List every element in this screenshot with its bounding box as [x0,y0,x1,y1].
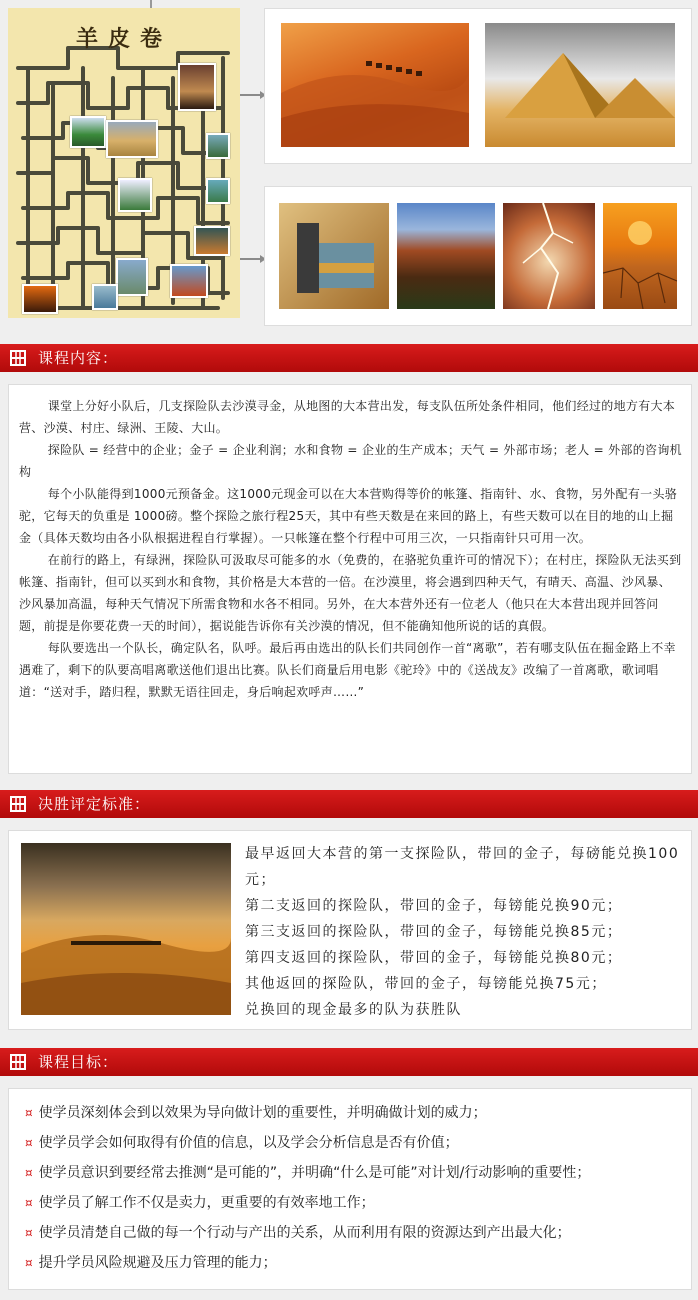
criteria-list [245,841,685,1023]
base-camp-thumbnail [22,284,58,314]
goals-box [8,1088,692,1290]
bullet-icon: ¤ [25,1196,33,1210]
content-paragraph: 在前行的路上，有绿洲，探险队可汲取尽可能多的水（免费的，在骆驼负重许可的情况下）；在村庄，探险队无法买到帐篷、指南针，但可以买到水和食物，其价格是大本营的一倍。在沙漠里，将会遇到四种天气，有晴天、高温、沙风暴、沙风暴加高温，每种天气情况下所需食物和水各不相同。另外，在大本营外还有一位老人（他只在大本营出现并回答问题，前提是你要花费一天的时间），据说能告诉你有关沙漠的情况，但不能确知他所说的话的真假。 [19,553,682,633]
cracked-earth-photo [603,203,677,309]
section-title: 课程内容： [38,349,119,367]
tree-thumbnail [206,133,230,159]
content-paragraph: 每个小队能得到1000元预备金。这1000元现金可以在大本营购得等价的帐篷、指南针、水、食物，另外配有一头骆驼，它每天的负重是 1000磅。整个探险之旅行程25天，其中有些天数是在来回的路上，有些天数可以在目的地的山上掘金（具体天数均由各小队根据进程自行掌握）。一只帐篷在整个行程中可用三次，一只指南针只可用一次。 [19,487,678,545]
desert-caravan-photo [281,23,469,147]
goal-item: ¤ 使学员清楚自己做的每一个行动与产出的关系，从而利用有限的资源达到产出最大化； [25,1225,571,1241]
waterfall-thumbnail [118,178,152,212]
bullet-icon: ¤ [25,1256,33,1270]
section-title: 课程目标： [38,1053,119,1071]
lightning-storm-photo [503,203,595,309]
map-title: 羊皮卷 [75,26,172,52]
section-header-content [0,344,698,372]
section-header-criteria [0,790,698,818]
pyramids-photo [485,23,675,147]
content-box [8,384,692,774]
treasure-map [8,8,240,318]
egyptian-mural-photo [279,203,389,309]
bullet-icon: ¤ [25,1136,33,1150]
oasis-thumbnail [70,116,106,148]
sunset-thumbnail [194,226,230,256]
bullet-icon: ¤ [25,1226,33,1240]
grid-field-icon [10,1054,26,1070]
content-paragraph: 每队要选出一个队长，确定队名，队呼。最后再由选出的队长们共同创作一首“离歌”，若有哪支队伍在掘金路上不幸遇难了，剩下的队要高唱离歌送他们退出比赛。队长们商量后用电影《驼玲》中的《送战友》改编了一首离歌，歌词唱道：“送对手，踏归程，默默无语往回走，身后响起欢呼声……” [19,641,676,699]
grid-field-icon [10,350,26,366]
scenery-panel-hazards [264,186,692,326]
criteria-item: 第二支返回的探险队，带回的金子，每镑能兑换90元； [245,898,623,914]
content-text [19,395,683,703]
goal-item: ¤ 提升学员风险规避及压力管理的能力； [25,1255,277,1271]
scenery-panel-desert [264,8,692,164]
red-rock-photo [397,203,495,309]
castle-thumbnail [116,258,148,296]
criteria-item: 第三支返回的探险队，带回的金子，每镑能兑换85元； [245,924,623,940]
criteria-item: 兑换回的现金最多的队为获胜队 [245,1002,462,1018]
goal-item: ¤ 使学员学会如何取得有价值的信息，以及学会分析信息是否有价值； [25,1135,459,1151]
criteria-box [8,830,692,1030]
village-thumbnail [206,178,230,204]
sunrise-thumbnail [170,264,208,298]
goal-item: ¤ 使学员意识到要经常去推测“是可能的”，并明确“什么是可能”对计划/行动影响的重要性； [25,1165,591,1181]
content-paragraph: 探险队 = 经营中的企业；金子 = 企业利润；水和食物 = 企业的生产成本；天气 = 外部市场；老人 = 外部的咨询机构 [19,443,682,479]
content-paragraph: 课堂上分好小队后，几支探险队去沙漠寻金，从地图的大本营出发，每支队伍所处条件相同，他们经过的地方有大本营、沙漠、村庄、绿洲、王陵、大山。 [19,399,676,435]
top-connector-line [150,0,152,8]
criteria-item: 第四支返回的探险队，带回的金子，每镑能兑换80元； [245,950,623,966]
goal-item: ¤ 使学员了解工作不仅是卖力，更重要的有效率地工作； [25,1195,375,1211]
goal-item: ¤ 使学员深刻体会到以效果为导向做计划的重要性，并明确做计划的威力； [25,1105,487,1121]
desert-sunset-caravan-photo [21,843,231,1015]
bullet-icon: ¤ [25,1106,33,1120]
lake-thumbnail [92,284,118,310]
criteria-item: 最早返回大本营的第一支探险队，带回的金子，每磅能兑换100元； [245,846,680,888]
pyramid-thumbnail [106,120,158,158]
criteria-item: 其他返回的探险队，带回的金子，每镑能兑换75元； [245,976,607,992]
connector-arrow [240,258,262,260]
grid-field-icon [10,796,26,812]
section-header-goals [0,1048,698,1076]
connector-arrow [240,94,262,96]
mountain-thumbnail [178,63,216,111]
bullet-icon: ¤ [25,1166,33,1180]
section-title: 决胜评定标准： [38,795,151,813]
